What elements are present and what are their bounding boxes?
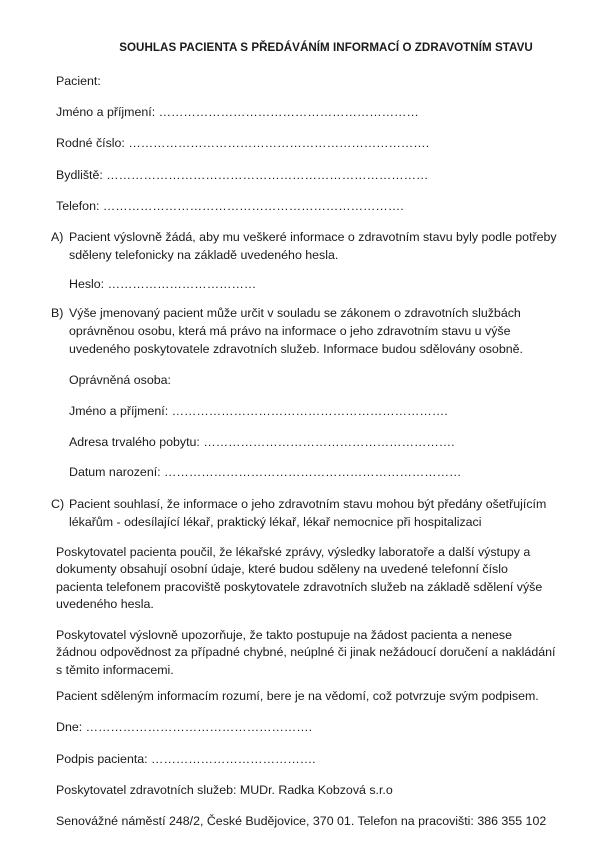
section-c bbox=[51, 496, 561, 532]
provider-address: Senovážné náměstí 248/2, České Budějovice, 370 01. Telefon na pracovišti: 386 355 102 bbox=[56, 814, 547, 828]
section-c-label: C) bbox=[51, 497, 65, 511]
document-title: SOUHLAS PACIENTA S PŘEDÁVÁNÍM INFORMACÍ O ZDRAVOTNÍM STAVU bbox=[119, 41, 533, 54]
paragraph-acknowledgement: Pacient sděleným informacím rozumí, bere je na vědomí, což potvrzuje svým podpisem. bbox=[56, 689, 539, 703]
date-field: Dne: ………………………………………………. bbox=[56, 720, 313, 734]
field-address: Bydliště: …………………………………………………………………… bbox=[56, 168, 429, 182]
section-b-address: Adresa trvalého pobytu: ……………………………………………………. bbox=[69, 435, 455, 449]
paragraph-disclaimer: Poskytovatel výslovně upozorňuje, že takto postupuje na žádost pacienta a nenese žádnou odpovědnost za případné chybné, neúplné či jinak nežádoucí doručení a nakládání s těmito informacemi. bbox=[56, 628, 556, 677]
section-a-label: A) bbox=[51, 230, 64, 244]
section-b-birth-date: Datum narození: ……………………………………………………………… bbox=[69, 465, 462, 479]
provider-name: Poskytovatel zdravotních služeb: MUDr. Radka Kobzová s.r.o bbox=[56, 783, 393, 797]
field-birth-number: Rodné číslo: ………………………………………………………………. bbox=[56, 136, 430, 150]
patient-heading: Pacient: bbox=[56, 74, 101, 88]
section-c-text: Pacient souhlasí, že informace o jeho zdravotním stavu mohou být předány ošetřujícím lékařům - odesílající lékař, praktický lékař, lékař nemocnice při hospitalizaci bbox=[69, 497, 547, 529]
field-phone: Telefon: ………………………………………………………………. bbox=[56, 199, 404, 213]
field-name: Jméno a příjmení: ……………………………………………………… bbox=[56, 105, 419, 119]
section-a bbox=[51, 229, 561, 265]
section-b-name: Jméno a příjmení: …………………………………………………………. bbox=[69, 404, 448, 418]
section-b-label: B) bbox=[51, 306, 64, 320]
section-b-authorized: Oprávněná osoba: bbox=[69, 373, 171, 387]
section-b bbox=[51, 305, 561, 358]
paragraph-instruction: Poskytovatel pacienta poučil, že lékařské zprávy, výsledky laboratoře a další výstupy a dokumenty obsahují osobní údaje, které budou sděleny na uvedené telefonní číslo pacienta telefonem pracoviště poskytovatele zdravotních služeb na základě sdělení výše uvedeného hesla. bbox=[56, 545, 543, 612]
section-b-text: Výše jmenovaný pacient může určit v souladu se zákonem o zdravotních službách oprávněnou osobu, která má právo na informace o jeho zdravotním stavu u výše uvedeného poskytovatele zdravotních služeb. Informace budou sdělovány osobně. bbox=[69, 306, 523, 356]
section-a-text: Pacient výslovně žádá, aby mu veškeré informace o zdravotním stavu byly podle potřeby sděleny telefonicky na základě uvedeného hesla. bbox=[69, 230, 557, 262]
signature-field: Podpis pacienta: …………………………………. bbox=[56, 752, 316, 766]
section-a-password: Heslo: ……………………………… bbox=[69, 277, 257, 291]
